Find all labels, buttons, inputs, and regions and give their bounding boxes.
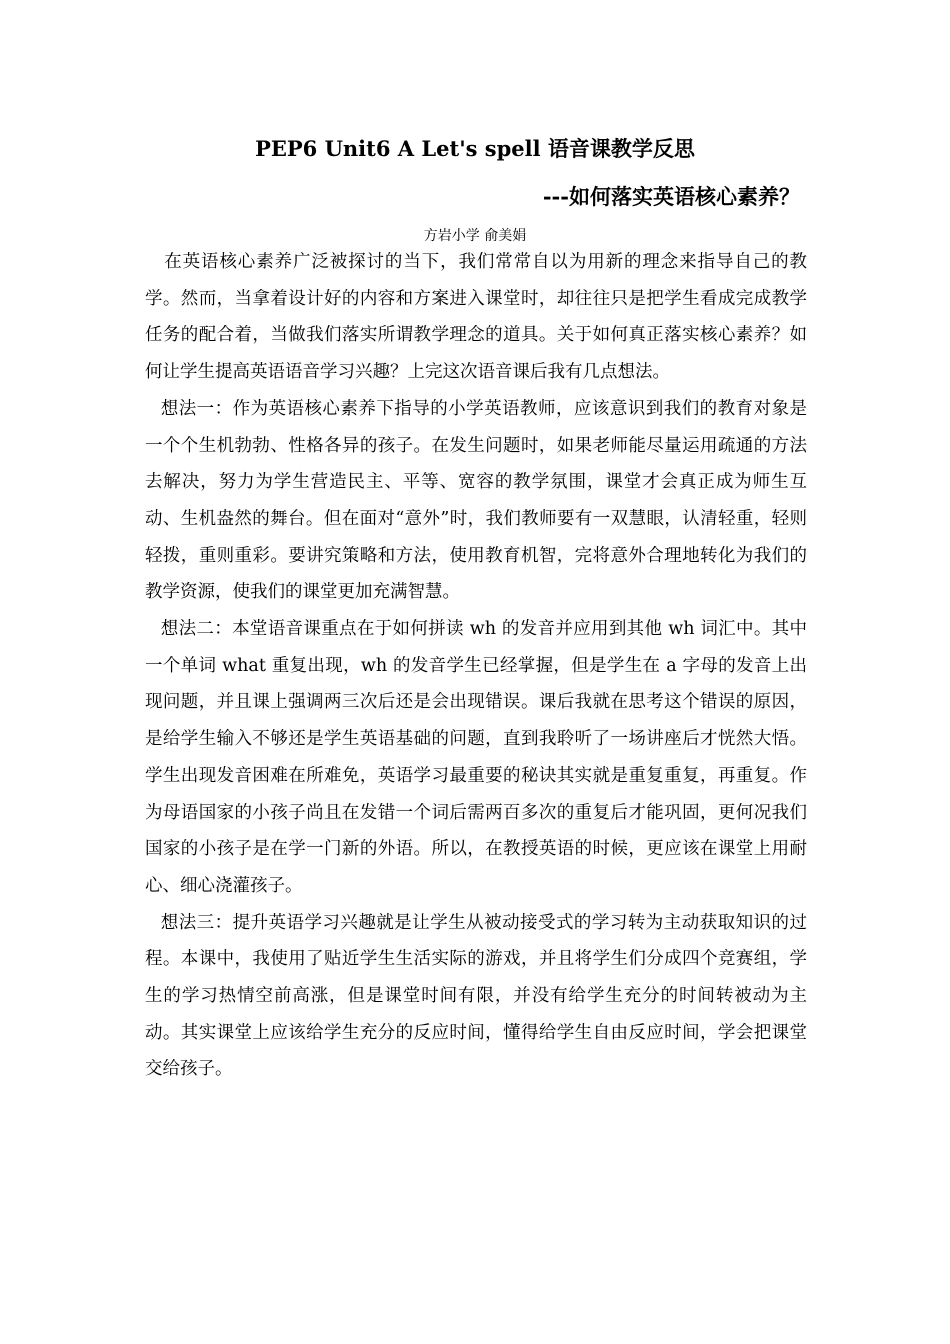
- author-line: 方岩小学 俞美娟: [423, 228, 527, 244]
- paragraph-idea-one: 想法一：作为英语核心素养下指导的小学英语教师，应该意识到我们的教育对象是一个个生机勃勃、性格各异的孩子。在发生问题时，如果老师能尽量运用疏通的方法去解决，努力为学生营造民主、平等、宽容的教学氛围，课堂才会真正成为师生互动、生机盎然的舞台。但在面对“意外”时，我们教师要有一双慧眼，认清轻重，轻则轻拨，重则重彩。要讲究策略和方法，使用教育机智，完将意外合理地转化为我们的教学资源，使我们的课堂更加充满智慧。: [145, 398, 807, 603]
- paragraph-idea-three: 想法三：提升英语学习兴趣就是让学生从被动接受式的学习转为主动获取知识的过程。本课中，我使用了贴近学生生活实际的游戏，并且将学生们分成四个竞赛组，学生的学习热情空前高涨，但是课堂时间有限，并没有给学生充分的时间转被动为主动。其实课堂上应该给学生充分的反应时间，懂得给学生自由反应时间，学会把课堂交给孩子。: [145, 912, 807, 1080]
- paragraph-idea-two: 想法二：本堂语音课重点在于如何拼读 wh 的发音并应用到其他 wh 词汇中。其中一个单词 what 重复出现，wh 的发音学生已经掌握，但是学生在 a 字母的发音上出现问题，并且课上强调两三次后还是会出现错误。课后我就在思考这个错误的原因，是给学生输入不够还是学生英语基础的问题，直到我聆听了一场讲座后才恍然大悟。学生出现发音困难在所难免，英语学习最重要的秘诀其实就是重复重复，再重复。作为母语国家的小孩子尚且在发错一个词后需两百多次的重复后才能巩固，更何况我们国家的小孩子是在学一门新的外语。所以，在教授英语的时候，更应该在课堂上用耐心、细心浇灌孩子。: [145, 619, 807, 896]
- paragraph-intro: 在英语核心素养广泛被探讨的当下，我们常常自以为用新的理念来指导自己的教学。然而，当拿着设计好的内容和方案进入课堂时，却往往只是把学生看成完成教学任务的配合着，当做我们落实所谓教学理念的道具。关于如何真正落实核心素养？如何让学生提高英语语音学习兴趣？上完这次语音课后我有几点想法。: [145, 252, 807, 383]
- body-text: [145, 244, 807, 1088]
- document-subtitle: ---如何落实英语核心素养？: [542, 184, 800, 209]
- document-title: PEP6 Unit6 A Let's spell 语音课教学反思: [255, 136, 695, 161]
